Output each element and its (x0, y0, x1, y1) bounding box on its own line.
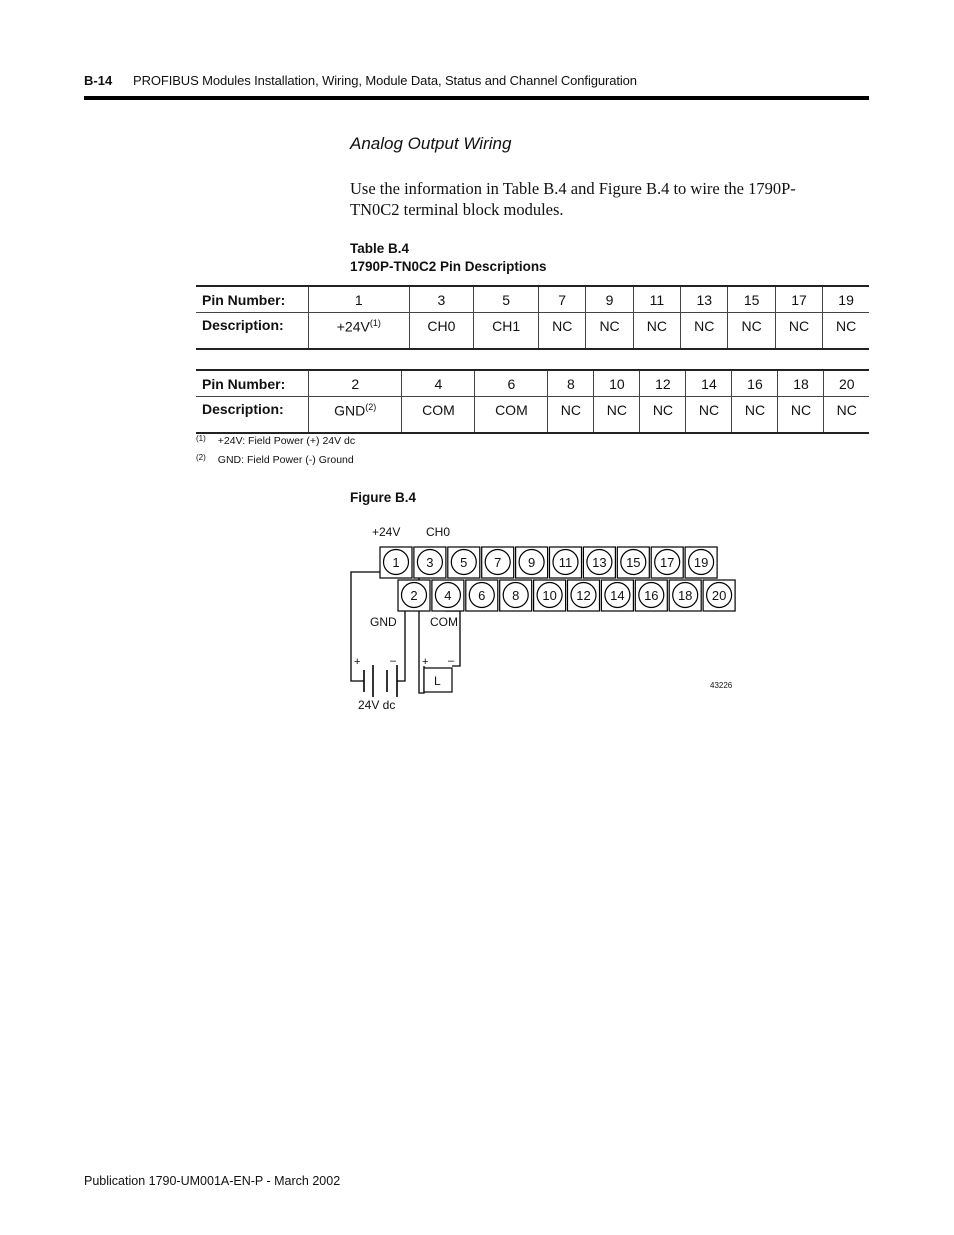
table-cell: NC (732, 397, 778, 434)
terminal-11 (550, 547, 582, 578)
terminal-number: 15 (626, 555, 641, 570)
table-cell: NC (586, 313, 633, 350)
terminal-number: 12 (576, 588, 591, 603)
table-row (196, 370, 869, 397)
load-label: L (434, 674, 441, 688)
terminal-10 (534, 580, 566, 611)
load-plus: + (422, 656, 429, 668)
table-cell: NC (548, 397, 594, 434)
figure-id: 43226 (710, 681, 733, 690)
terminal-number: 16 (644, 588, 659, 603)
table-cell (309, 397, 402, 434)
terminal-number: 14 (610, 588, 625, 603)
terminal-number: 4 (444, 588, 452, 603)
footer-publication: Publication 1790-UM001A-EN-P - March 2002 (84, 1174, 341, 1188)
table-cell: COM (402, 397, 475, 434)
table-cell: NC (640, 397, 686, 434)
label-com: COM (430, 615, 458, 629)
table-cell: NC (681, 313, 728, 350)
table-number: Table B.4 (350, 241, 410, 256)
footnote-mark: (2) (196, 453, 206, 462)
section-heading: Analog Output Wiring (350, 134, 512, 153)
footnote (196, 453, 354, 466)
terminal-7 (482, 547, 514, 578)
table-cell: 17 (775, 286, 822, 313)
terminal-number: 6 (478, 588, 486, 603)
table-row (196, 313, 869, 350)
table-cell (309, 313, 410, 350)
terminal-number: 20 (711, 588, 727, 603)
terminal-2 (398, 580, 430, 611)
table-cell: 20 (824, 370, 869, 397)
table-cell: NC (728, 313, 775, 350)
pin-table-even (196, 369, 869, 434)
table-cell: 18 (778, 370, 824, 397)
terminal-number: 3 (426, 555, 434, 570)
terminal-number: 13 (592, 555, 607, 570)
footnote-text: +24V: Field Power (+) 24V dc (217, 435, 356, 447)
terminal-number: 5 (460, 555, 468, 570)
pin-number-header: Pin Number: (196, 370, 309, 397)
terminal-number: 11 (558, 555, 573, 570)
table-cell: CH0 (409, 313, 474, 350)
table-cell: 14 (686, 370, 732, 397)
table-cell: 5 (474, 286, 539, 313)
header-rule (84, 96, 869, 100)
terminal-9 (516, 547, 548, 578)
table-caption (350, 240, 547, 276)
table-cell: NC (633, 313, 680, 350)
label-gnd: GND (370, 615, 397, 629)
terminal-8 (500, 580, 532, 611)
terminal-5 (448, 547, 480, 578)
table-row (196, 286, 869, 313)
table-cell: CH1 (474, 313, 539, 350)
table-cell: 15 (728, 286, 775, 313)
terminal-number: 19 (693, 555, 709, 570)
table-cell: NC (775, 313, 822, 350)
pin-number-header: Pin Number: (196, 286, 309, 313)
pin-table-odd (196, 285, 869, 350)
terminal-number: 18 (677, 588, 693, 603)
terminal-6 (466, 580, 498, 611)
footnote-ref: (1) (369, 318, 381, 328)
label-24v: +24V (372, 525, 401, 539)
table-cell: NC (539, 313, 586, 350)
table-cell: 1 (309, 286, 410, 313)
terminal-number: 8 (512, 588, 520, 603)
page-number: B-14 (84, 73, 113, 88)
terminal-number: 10 (542, 588, 557, 603)
terminal-16 (635, 580, 667, 611)
table-title: 1790P-TN0C2 Pin Descriptions (350, 259, 547, 274)
footnote (196, 434, 355, 447)
footnote-ref: (2) (365, 402, 377, 412)
terminal-14 (601, 580, 633, 611)
table-row (196, 397, 869, 434)
terminal-17 (651, 547, 683, 578)
terminal-1 (380, 547, 412, 578)
wiring-diagram (340, 518, 760, 718)
table-cell: NC (823, 313, 869, 350)
table-cell: 11 (633, 286, 680, 313)
terminal-block (380, 547, 735, 611)
cell-text: +24V (336, 318, 370, 335)
table-cell: NC (686, 397, 732, 434)
table-cell: 4 (402, 370, 475, 397)
table-cell: 7 (539, 286, 586, 313)
terminal-3 (414, 547, 446, 578)
terminal-4 (432, 580, 464, 611)
terminal-number: 1 (392, 555, 400, 570)
terminal-19 (685, 547, 717, 578)
table-cell: 3 (409, 286, 474, 313)
supply-label: 24V dc (358, 698, 396, 712)
terminal-20 (703, 580, 735, 611)
intro-paragraph: Use the information in Table B.4 and Figure B.4 to wire the 1790P-TN0C2 terminal block modules. (350, 179, 796, 219)
terminal-13 (583, 547, 615, 578)
terminal-15 (617, 547, 649, 578)
table-cell: 8 (548, 370, 594, 397)
table-cell: 19 (823, 286, 869, 313)
terminal-number: 2 (410, 588, 418, 603)
description-header: Description: (196, 397, 309, 434)
description-header: Description: (196, 313, 309, 350)
running-header: PROFIBUS Modules Installation, Wiring, Module Data, Status and Channel Configuration (133, 73, 637, 88)
table-cell: 12 (640, 370, 686, 397)
terminal-number: 9 (527, 555, 536, 570)
table-cell: 9 (586, 286, 633, 313)
cell-text: GND (334, 402, 366, 419)
table-cell: 2 (309, 370, 402, 397)
table-cell: 13 (681, 286, 728, 313)
terminal-18 (669, 580, 701, 611)
label-ch0: CH0 (426, 525, 451, 539)
terminal-number: 7 (494, 555, 502, 570)
terminal-12 (568, 580, 600, 611)
footnote-mark: (1) (196, 434, 206, 443)
terminal-number: 17 (659, 555, 675, 570)
figure-label: Figure B.4 (350, 490, 417, 505)
table-cell: NC (778, 397, 824, 434)
table-cell: NC (594, 397, 640, 434)
table-cell: COM (475, 397, 548, 434)
footnote-text: GND: Field Power (-) Ground (217, 454, 354, 466)
battery-minus: – (390, 655, 397, 667)
table-cell: 10 (594, 370, 640, 397)
load-minus: – (448, 655, 455, 667)
table-cell: 16 (732, 370, 778, 397)
battery-plus: + (354, 656, 361, 668)
table-cell: NC (824, 397, 869, 434)
battery-symbol (364, 665, 397, 697)
table-cell: 6 (475, 370, 548, 397)
